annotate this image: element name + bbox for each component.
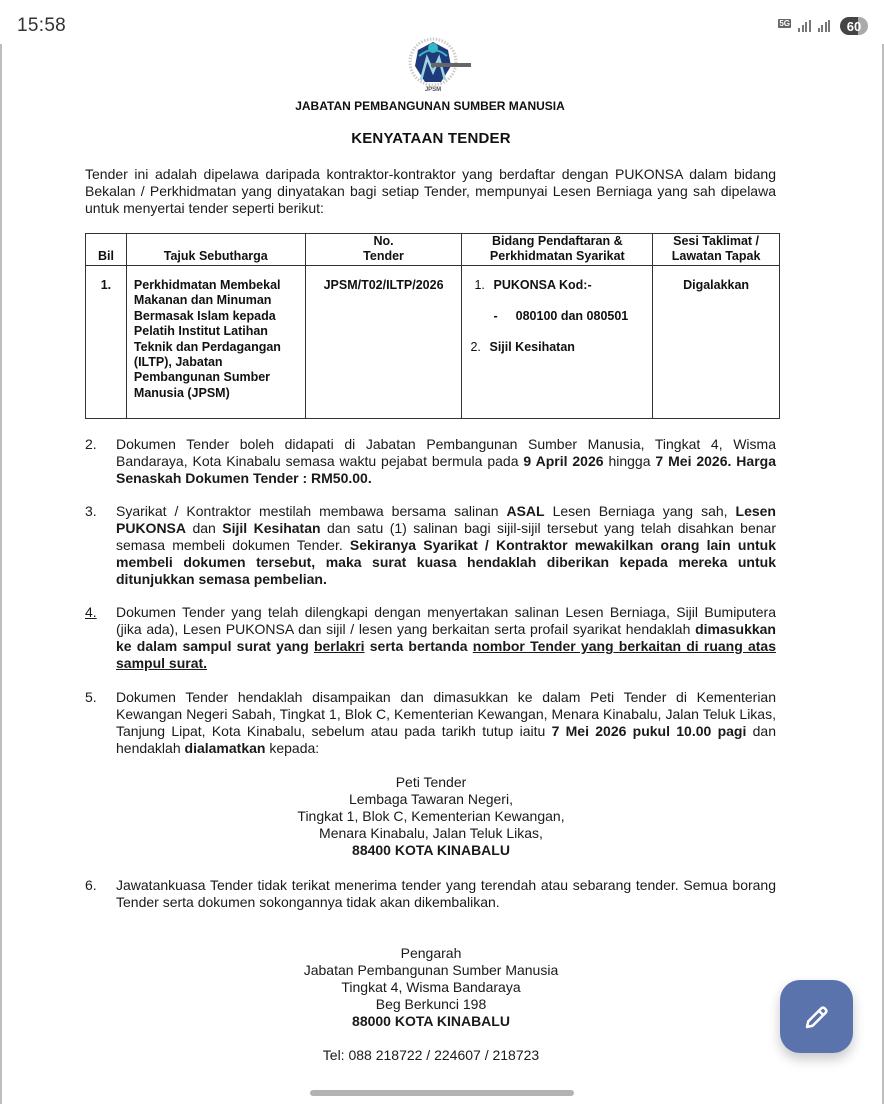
telephone: Tel: 088 218722 / 224607 / 218723 (322, 1047, 540, 1063)
status-icons (778, 17, 868, 35)
tender-box-address: Peti Tender Lembaga Tawaran Negeri, Tingkat 1, Blok C, Kementerian Kewangan, Menara Kinabalu, Jalan Teluk Likas, 88400 KOTA KINABALU (297, 774, 565, 858)
paragraph-2: 2. Dokumen Tender boleh didapati di Jabatan Pembangunan Sumber Manusia, Tingkat 4, Wisma Bandaraya, Kota Kinabalu semasa waktu pejabat bermula pada 9 April 2026 hingga 7 Mei 2026. Harga Senaskah Dokumen Tender : RM50.00. (85, 436, 776, 486)
paragraph-5: 5. Dokumen Tender hendaklah disampaikan dan dimasukkan ke dalam Peti Tender di Kementerian Kewangan Negeri Sabah, Tingkat 1, Blok C, Kementerian Kewangan, Menara Kinabalu, Jalan Teluk Likas, Tanjung Lipat, Kota Kinabalu, sebelum atau pada tarikh tutup iaitu 7 Mei 2026 pukul 10.00 pagi dan hendaklah dialamatkan kepada: (85, 689, 776, 756)
signatory-block: Pengarah Jabatan Pembangunan Sumber Manusia Tingkat 4, Wisma Bandaraya Beg Berkunci 198 88000 KOTA KINABALU Tel: 088 218722 / 224607 / 218723 (0, 945, 862, 1064)
header-sesi: Sesi Taklimat / Lawatan Tapak (653, 234, 780, 266)
table-row (86, 266, 780, 419)
svg-text:JPSM: JPSM (424, 87, 442, 93)
cell-bil: 1. (86, 266, 127, 419)
header-bil: Bil (86, 234, 127, 266)
home-indicator-bar[interactable] (310, 1090, 574, 1096)
paragraph-4: 4. Dokumen Tender yang telah dilengkapi dengan menyertakan salinan Lesen Berniaga, Sijil Bumiputera (jika ada), Lesen PUKONSA dan sijil / lesen yang berkaitan serta profail syarikat hendaklah dimasukkan ke dalam sampul surat yang berlakri serta bertanda nombor Tender yang berkaitan di ruang atas sampul surat. (85, 604, 776, 671)
header-tajuk: Tajuk Sebutharga (126, 234, 305, 266)
intro-paragraph: Tender ini adalah dipelawa daripada kontraktor-kontraktor yang berdaftar dengan PUKONSA dalam bidang Bekalan / Perkhidmatan yang dinyatakan bagi setiap Tender, mempunyai Lesen Berniaga yang sah dipelawa untuk menyertai tender seperti berikut: (85, 166, 776, 216)
department-heading: JABATAN PEMBANGUNAN SUMBER MANUSIA (295, 99, 565, 113)
cell-no-tender: JPSM/T02/ILTP/2026 (305, 266, 462, 419)
battery-icon: 60 (840, 17, 868, 35)
document-title: KENYATAAN TENDER (351, 130, 511, 147)
header-no-tender: No. Tender (305, 234, 462, 266)
header-bidang: Bidang Pendaftaran & Perkhidmatan Syarikat (462, 234, 653, 266)
tender-table (85, 233, 780, 419)
jpsm-logo-icon (405, 34, 471, 94)
table-header-row (86, 234, 780, 266)
pencil-icon (802, 1002, 832, 1032)
cell-tajuk: Perkhidmatan Membekal Makanan dan Minuman Bermasak Islam kepada Pelatih Institut Latihan Teknik dan Perdagangan (ILTP), Jabatan Pembangunan Sumber Manusia (JPSM) (126, 266, 305, 419)
network-5g-icon: 5G (779, 18, 790, 28)
signal-strength-icon-2 (818, 20, 831, 32)
paragraph-6: 6. Jawatankuasa Tender tidak terikat menerima tender yang terendah atau sebarang tender. Semua borang Tender serta dokumen sokongannya tidak akan dikembalikan. (85, 877, 776, 910)
edit-fab-button[interactable] (780, 980, 853, 1053)
paragraph-3: 3. Syarikat / Kontraktor mestilah membawa bersama salinan ASAL Lesen Berniaga yang sah, Lesen PUKONSA dan Sijil Kesihatan dan satu (1) salinan bagi sijil-sijil tersebut yang telah disahkan benar semasa membeli dokumen Tender. Sekiranya Syarikat / Kontraktor mewakilkan orang lain untuk membeli dokumen tersebut, maka surat kuasa hendaklah diberikan kepada mereka untuk ditunjukkan semasa pembelian. (85, 503, 776, 587)
signal-strength-icon (798, 20, 811, 32)
cell-sesi: Digalakkan (653, 266, 780, 419)
cell-bidang: 1. PUKONSA Kod:- - 080100 dan 080501 2. Sijil Kesihatan (462, 266, 653, 419)
status-time: 15:58 (17, 15, 67, 36)
